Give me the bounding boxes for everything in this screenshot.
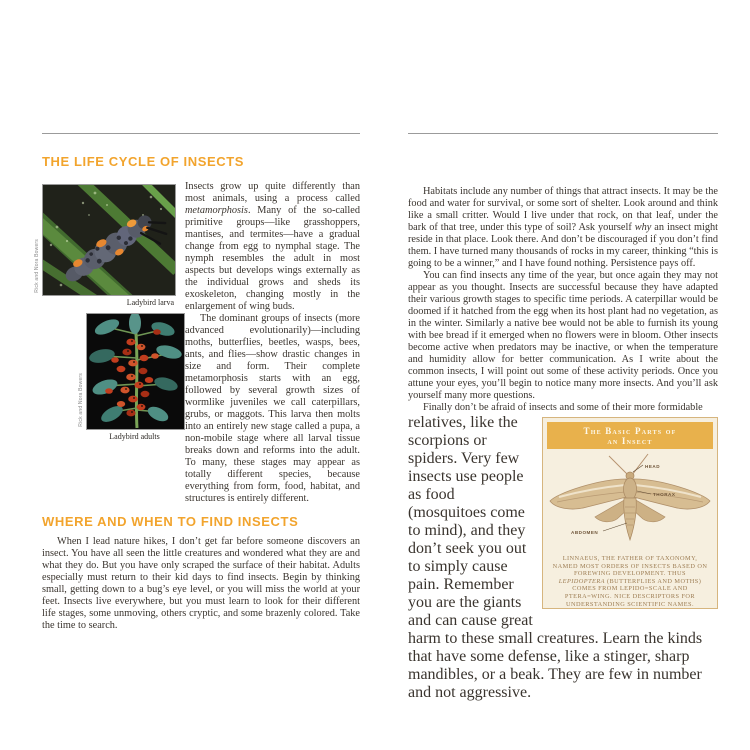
left-page — [34, 133, 360, 632]
figure-caption: Ladybird adults — [109, 432, 160, 441]
photo-credit: Rick and Nora Bowers — [78, 373, 84, 427]
figure-ladybird-adults — [78, 313, 183, 441]
moth-label-head: HEAD — [645, 464, 661, 469]
ladybird-adults-photo — [86, 313, 185, 430]
section-heading-life-cycle: THE LIFE CYCLE OF INSECTS — [42, 154, 245, 169]
paragraph-text: Finally don’t be afraid of insects and some of their more formidable — [423, 402, 703, 413]
moth-label-thorax: THORAX — [653, 492, 676, 497]
section-heading-where-when: WHERE AND WHEN TO FIND INSECTS — [42, 514, 299, 529]
left-text-column — [185, 181, 360, 505]
ladybird-larva-photo — [42, 184, 176, 296]
photo-credit: Rick and Nora Bowers — [34, 239, 40, 293]
infobox-caption: LINNAEUS, THE FATHER OF TAXONOMY, NAMED MOST ORDERS OF INSECTS BASED ON FOREWING DEVELOPMENT. THUS LEPIDOPTERA (BUTTERFLIES AND MOTHS) COMES FROM LEPIDO=SCALE AND PTERA=WING. NICE DESCRIPTORS FOR UNDERSTANDING SCIENTIFIC NAMES. — [552, 555, 708, 608]
moth-illustration — [547, 451, 713, 549]
paragraph-life-cycle-1: Insects grow up quite differently than most animals, using a process called metamorphosis. Many of the so-called primitive groups—like grasshoppers, mantises, and termites—have a gradual change from egg to nymphal stage. The nymph resembles the adult in most aspects but develops wings externally as the individual grows and sheds its exoskeleton, changing mostly in the enlargement of wing buds. — [185, 181, 360, 312]
page-header-rule — [42, 133, 360, 134]
infobox-title — [547, 422, 713, 449]
moth-label-abdomen: ABDOMEN — [571, 530, 599, 535]
paragraph-where-when: When I lead nature hikes, I don’t get far before someone discovers an insect. You have all seen the little creatures and wondered what they are and what they do. But you have only scraped the surface of their habitat. Adults especially must return to their kid days to find insects. Begin by thinking small, getting down to a bug’s eye level, or you will miss the world at your feet. Insects live everywhere, but you must learn to look for their different life stages, some unmoving, others cryptic, and some brazenly colored. Take the time to search. — [42, 536, 360, 631]
infobox-title-line1: The Basic Parts of — [583, 426, 677, 436]
figure-caption: Ladybird larva — [126, 298, 174, 307]
paragraph-dont-be-afraid — [408, 402, 718, 414]
paragraph-habitats: Habitats include any number of things that attract insects. It may be the food and water for survival, or some sort of shelter. Look around and think like a small critter. Would I live under that rock, on that leaf, under the bark of that tree, under this type of soil? Ask yourself why an insect might reside in that place. Look there. And don’t be discouraged if you don’t find them. I have turned many thousands of rocks in my career, thinking “this is going to be a winner,” and I have found nothing. Persistence pays off. — [408, 186, 718, 269]
insect-parts-infobox — [542, 417, 718, 609]
infobox-title-line2: an Insect — [607, 436, 653, 446]
figure-ladybird-larva — [34, 184, 174, 307]
paragraph-text: relatives, like the scorpions or spiders. Very few insects use people as food (mosquitoes come to mind), and they don’t seek you out to simply cause pain. Remember you are the giants and can cause great harm to these small creatures. Learn the kinds that have some defense, like a stinger, sharp mandibles, or a beak. They are few in number and not aggressive. — [408, 414, 703, 701]
paragraph-life-cycle-2: The dominant groups of insects (more advanced evolutionarily)—including moths, butterflies, beetles, wasps, bees, ants, and flies—show drastic changes in size and form. Their complete metamorphosis starts with an egg, followed by several growth sizes of wormlike juveniles we call caterpillars, grubs, or maggots. This larva then molts into an entirely new stage called a pupa, a non-mobile stage where all larval tissue breaks down and reforms into the adult. To many, these stages may appear as totally different species, because everything from form, food, habitat, and structures is entirely different. — [185, 313, 360, 504]
right-page — [408, 133, 718, 718]
left-page-content — [34, 181, 360, 505]
paragraph-timing: You can find insects any time of the year, but once again they may not appear as you thought. Insects are successful because they have adapted their various growth stages to specific time periods. A caterpillar would be doomed if it hatched from the egg when its host plant had no vegetation, as in the winter. Similarly a native bee would not be able to furnish its young with bee bread if it emerged when no flowers were in bloom. Other insects become active when predators may be inactive, or when the temperature and humidity allow for better communication. As I write about the common insects, I will point out some of these activity periods. Once you attune your eyes, you’ll begin to notice many more insects. And you’ll ask yourself many more questions. — [408, 270, 718, 401]
